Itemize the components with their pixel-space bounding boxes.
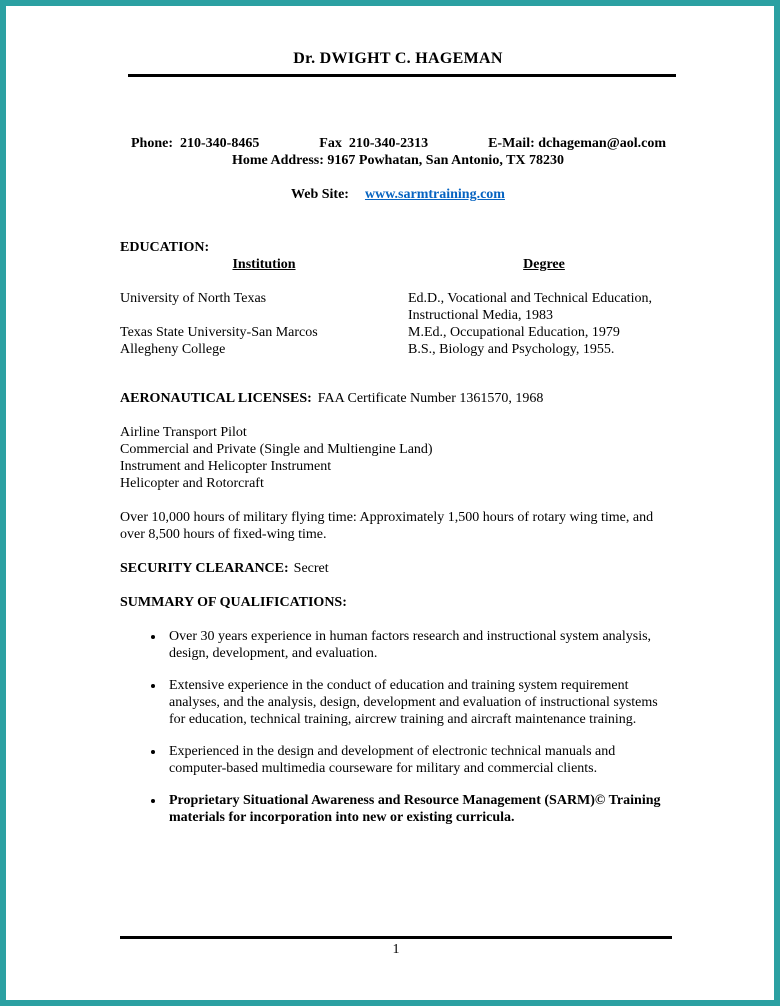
flight-hours-paragraph: Over 10,000 hours of military flying time: Approximately 1,500 hours of rotary wing time, and over 8,500 hours of fixed-wing time. xyxy=(120,510,654,542)
qualification-item-sarm: • Proprietary Situational Awareness and Resource Management (SARM)© Training materials for incorporation into new or existing curricula. xyxy=(165,792,676,826)
page-content xyxy=(120,50,676,826)
qualification-item: • Experienced in the design and development of electronic technical manuals and computer-based multimedia courseware for military and commercial clients. xyxy=(165,743,676,777)
license-item: Helicopter and Rotorcraft xyxy=(120,476,264,491)
website-line xyxy=(120,186,676,203)
contact-line-address xyxy=(120,152,676,169)
column-header-institution: Institution xyxy=(232,257,296,272)
fax-value: 210-340-2313 xyxy=(348,136,429,151)
phone-value: 210-340-8465 xyxy=(180,136,260,151)
security-clearance-value: Secret xyxy=(293,561,329,576)
education-heading: EDUCATION: xyxy=(120,240,210,255)
fax-segment xyxy=(319,135,428,152)
footer-divider xyxy=(120,936,672,939)
address-label: Home Address: xyxy=(231,153,324,168)
phone-segment xyxy=(131,135,259,152)
license-item: Airline Transport Pilot xyxy=(120,425,247,440)
column-header-degree: Degree xyxy=(523,257,565,272)
institution-cell: Allegheny College xyxy=(120,342,226,357)
licenses-certificate: FAA Certificate Number 1361570, 1968 xyxy=(317,391,544,406)
institution-cell: Texas State University-San Marcos xyxy=(120,325,318,340)
qualifications-heading: SUMMARY OF QUALIFICATIONS: xyxy=(120,595,347,610)
column-institution xyxy=(120,256,408,273)
website-label: Web Site: xyxy=(291,187,349,202)
security-clearance-label: SECURITY CLEARANCE: xyxy=(120,561,289,576)
degree-cell: M.Ed., Occupational Education, 1979 xyxy=(408,325,620,340)
page-footer xyxy=(120,936,672,958)
address-value: 9167 Powhatan, San Antonio, TX 78230 xyxy=(327,153,565,168)
column-degree xyxy=(408,256,680,273)
email-value: dchageman@aol.com xyxy=(538,136,666,151)
fax-label: Fax xyxy=(319,136,342,151)
page-title: Dr. DWIGHT C. HAGEMAN xyxy=(293,50,503,67)
institution-cell: University of North Texas xyxy=(120,291,267,306)
education-row xyxy=(120,341,676,358)
licenses-heading-line xyxy=(120,390,676,407)
email-segment xyxy=(488,135,666,152)
licenses-list xyxy=(120,424,676,492)
contact-line-phone xyxy=(120,135,676,152)
degree-cell: Ed.D., Vocational and Technical Education, Instructional Media, 1983 xyxy=(408,291,652,323)
licenses-heading: AERONAUTICAL LICENSES: xyxy=(120,391,312,406)
education-table xyxy=(120,290,676,358)
page-number: 1 xyxy=(392,942,400,957)
qualifications-list xyxy=(120,628,676,826)
qualification-item: • Extensive experience in the conduct of education and training system requirement analyses, and the analysis, design, development and evaluation of instructional systems for education, technical training, aircrew training and aircraft maintenance training. xyxy=(165,677,676,728)
qualification-item: • Over 30 years experience in human factors research and instructional system analysis, design, development, and evaluation. xyxy=(165,628,676,662)
education-row xyxy=(120,324,676,341)
title-divider xyxy=(128,74,676,77)
license-item: Instrument and Helicopter Instrument xyxy=(120,459,332,474)
education-row xyxy=(120,290,676,324)
security-clearance-line xyxy=(120,560,676,577)
education-table-header xyxy=(120,256,676,273)
website-link[interactable]: www.sarmtraining.com xyxy=(364,187,505,202)
email-label: E-Mail: xyxy=(488,136,535,151)
phone-label: Phone: xyxy=(131,136,173,151)
degree-cell: B.S., Biology and Psychology, 1955. xyxy=(408,342,615,357)
license-item: Commercial and Private (Single and Multiengine Land) xyxy=(120,442,433,457)
